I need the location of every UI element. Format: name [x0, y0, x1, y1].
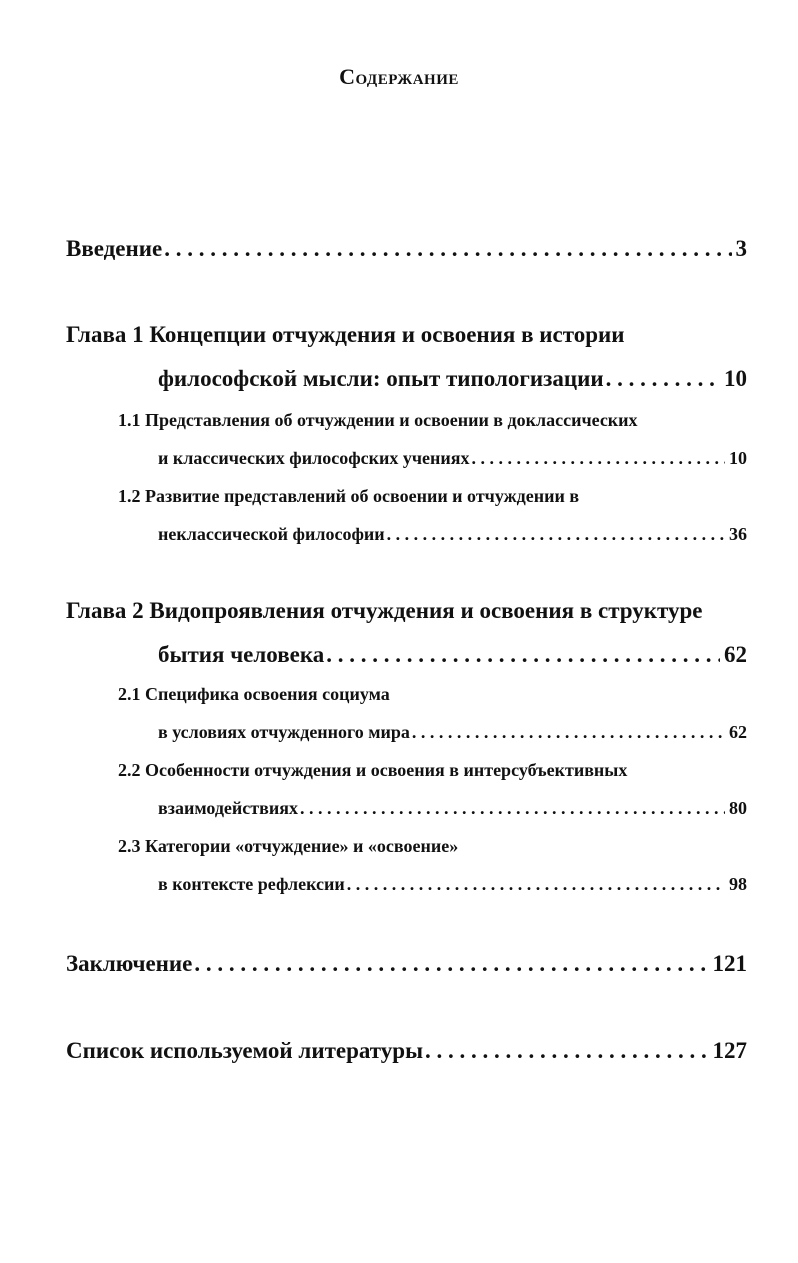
toc-section-1-1-title[interactable]: 1.1 Представления об отчуждении и освоении в доклассических	[118, 410, 638, 430]
toc-entry-page: 127	[712, 1038, 747, 1063]
toc-entry-chapter-1[interactable]	[158, 366, 747, 392]
toc-entry-label: Введение	[66, 236, 163, 261]
toc-entry-section-2-3[interactable]	[158, 874, 747, 895]
toc-entry-section-2-2[interactable]	[158, 798, 747, 819]
leader-dots	[606, 366, 720, 392]
toc-entry-references[interactable]	[66, 1038, 747, 1064]
leader-dots	[300, 798, 725, 819]
toc-entry-page: 62	[724, 642, 747, 667]
toc-entry-page: 3	[735, 236, 747, 261]
toc-entry-page: 36	[729, 524, 747, 544]
leader-dots	[164, 236, 731, 262]
leader-dots	[194, 951, 708, 977]
toc-section-2-1-title[interactable]: 2.1 Специфика освоения социума	[118, 684, 390, 704]
toc-entry-section-1-2[interactable]	[158, 524, 747, 545]
leader-dots	[412, 722, 725, 743]
toc-entry-section-1-1[interactable]	[158, 448, 747, 469]
leader-dots	[387, 524, 725, 545]
toc-entry-conclusion[interactable]	[66, 951, 747, 977]
toc-chapter-2-title[interactable]: Глава 2 Видопроявления отчуждения и освоения в структуре	[66, 598, 703, 623]
toc-entry-label: бытия человека	[158, 642, 325, 667]
toc-entry-page: 98	[729, 874, 747, 894]
toc-section-2-2-title[interactable]: 2.2 Особенности отчуждения и освоения в интерсубъективных	[118, 760, 628, 780]
leader-dots	[326, 642, 720, 668]
toc-entry-page: 62	[729, 722, 747, 742]
toc-entry-chapter-2[interactable]	[158, 642, 747, 668]
toc-entry-section-2-1[interactable]	[158, 722, 747, 743]
toc-entry-label: неклассической философии	[158, 524, 385, 544]
toc-entry-label: в условиях отчужденного мира	[158, 722, 410, 742]
page-title: Содержание	[339, 64, 459, 89]
toc-entry-page: 10	[729, 448, 747, 468]
toc-entry-label: Список используемой литературы	[66, 1038, 424, 1063]
toc-entry-page: 121	[712, 951, 747, 976]
toc-section-1-2-title[interactable]: 1.2 Развитие представлений об освоении и отчуждении в	[118, 486, 580, 506]
toc-entry-label: философской мысли: опыт типологизации	[158, 366, 604, 391]
leader-dots	[347, 874, 725, 895]
toc-entry-page: 80	[729, 798, 747, 818]
toc-entry-label: в контексте рефлексии	[158, 874, 345, 894]
toc-entry-label: и классических философских учениях	[158, 448, 470, 468]
leader-dots	[425, 1038, 708, 1064]
toc-section-2-3-title[interactable]: 2.3 Категории «отчуждение» и «освоение»	[118, 836, 459, 856]
toc-chapter-1-title[interactable]: Глава 1 Концепции отчуждения и освоения в истории	[66, 322, 625, 347]
leader-dots	[472, 448, 725, 469]
toc-entry-label: взаимодействиях	[158, 798, 298, 818]
toc-entry-label: Заключение	[66, 951, 193, 976]
toc-entry-intro[interactable]	[66, 236, 747, 262]
toc-entry-page: 10	[724, 366, 747, 391]
